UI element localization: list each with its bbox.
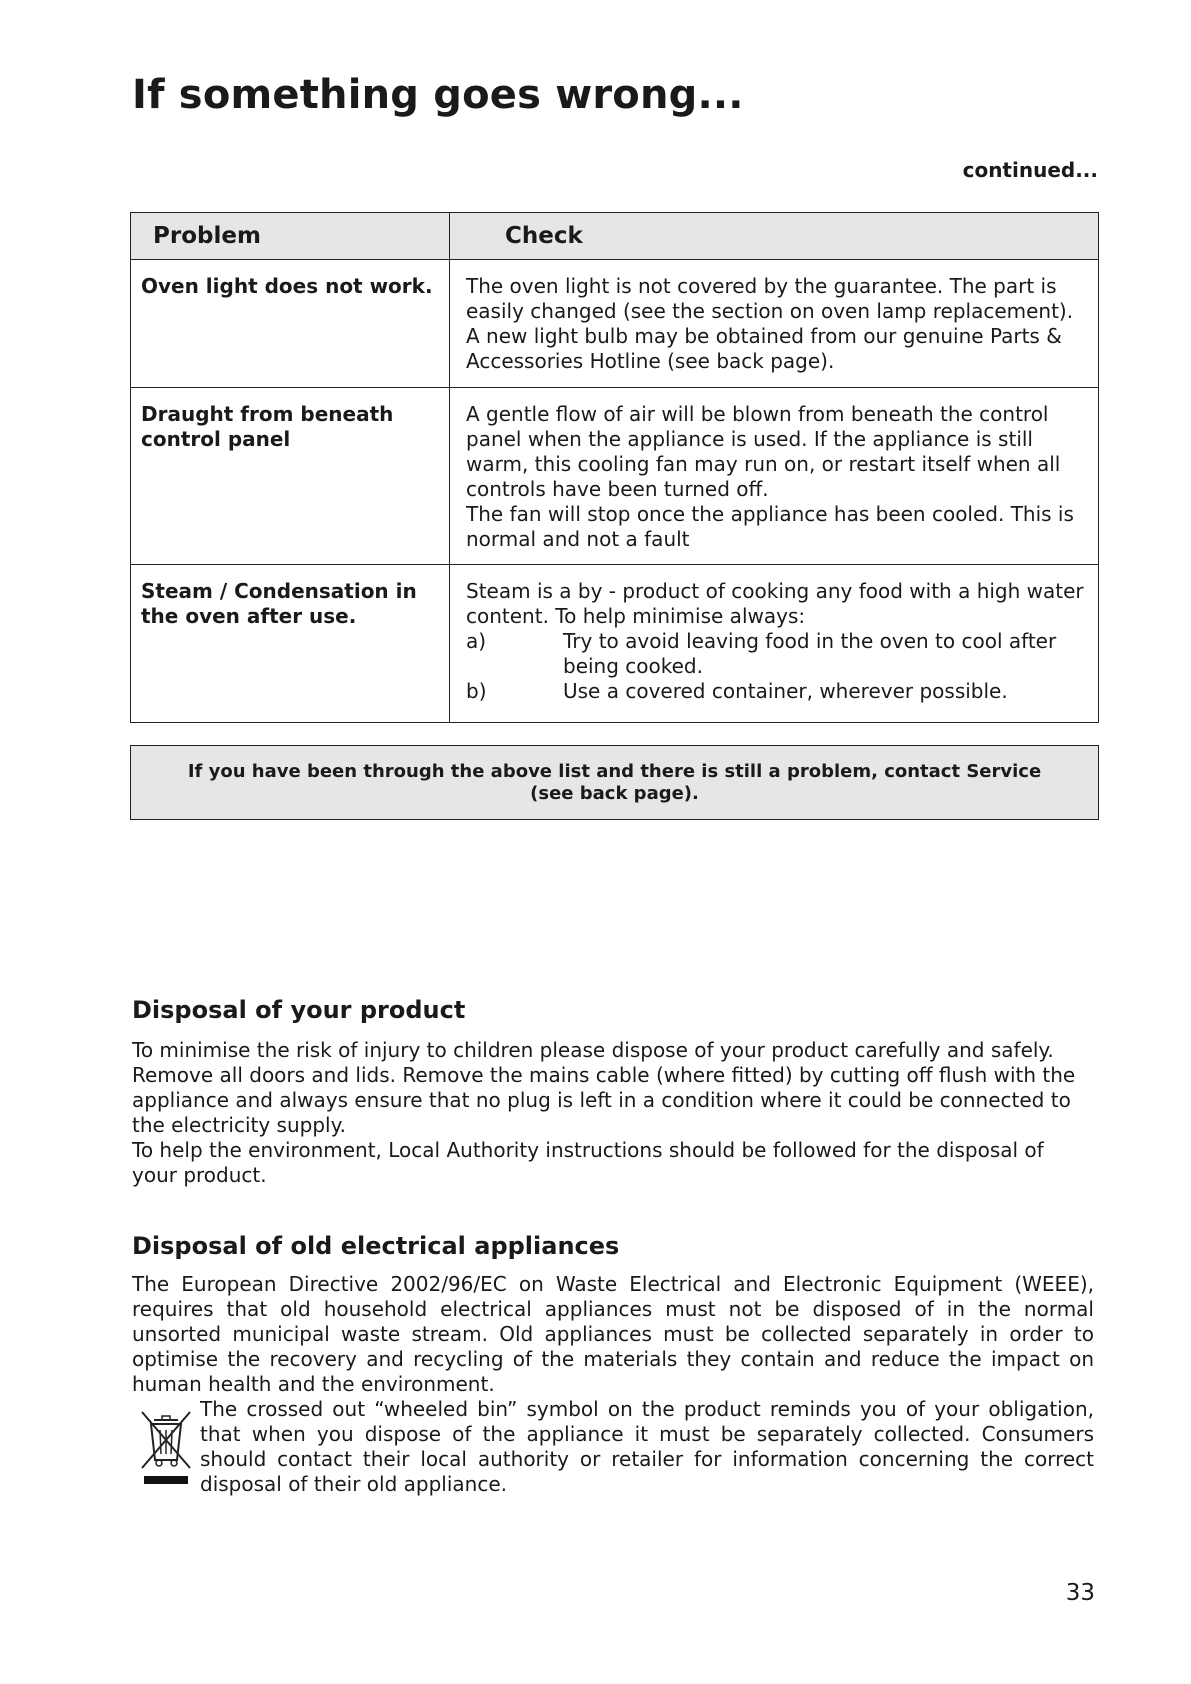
disposal-electrical-heading: Disposal of old electrical appliances <box>132 1232 620 1260</box>
problem-cell: Oven light does not work. <box>131 260 450 388</box>
table-row <box>131 565 1099 723</box>
crossed-out-wheeled-bin-icon <box>138 1410 194 1485</box>
weee-symbol-text: The crossed out “wheeled bin” symbol on the product reminds you of your obligation, that when you dispose of the appliance it must be separately collected. Consumers should contact their local authority or retailer for information concerning the correct disposal of their old appliance. <box>200 1397 1094 1496</box>
page-number: 33 <box>1065 1580 1095 1606</box>
table-header-row <box>131 213 1099 260</box>
list-text: Use a covered container, wherever possible. <box>563 679 1008 703</box>
check-text: Steam is a by - product of cooking any food with a high water content. To help minimise always: <box>466 579 1084 628</box>
weee-directive-text: The European Directive 2002/96/EC on Waste Electrical and Electronic Equipment (WEEE), requires that old household electrical appliances must not be disposed of in the normal unsorted municipal waste stream. Old appliances must be collected separately in order to optimise the recovery and recycling of the materials they contain and reduce the impact on human health and the environment. <box>132 1272 1094 1396</box>
column-header-check: Check <box>450 213 1099 260</box>
problem-cell: Draught from beneath control panel <box>131 388 450 565</box>
disposal-product-heading: Disposal of your product <box>132 996 466 1024</box>
troubleshooting-table <box>130 212 1099 723</box>
table-row <box>131 260 1099 388</box>
list-text: Try to avoid leaving food in the oven to cool after being cooked. <box>563 629 1057 678</box>
paragraph: To minimise the risk of injury to children please dispose of your product carefully and safely. Remove all doors and lids. Remove the mains cable (where fitted) by cutting off flush with the appliance and always ensure that no plug is left in a condition where it could be connected to the electricity supply. <box>132 1038 1076 1137</box>
list-item <box>466 629 1088 679</box>
disposal-product-text <box>132 1038 1094 1188</box>
check-text: The fan will stop once the appliance has been cooled. This is normal and not a fault <box>466 502 1074 551</box>
service-notice-line: (see back page). <box>530 782 699 804</box>
service-notice-line: If you have been through the above list and there is still a problem, contact Service <box>187 760 1042 782</box>
table-row <box>131 388 1099 565</box>
check-text: A gentle flow of air will be blown from beneath the control panel when the appliance is used. If the appliance is still warm, this cooling fan may run on, or restart itself when all controls have been turned off. <box>466 402 1061 501</box>
check-text: The oven light is not covered by the guarantee. The part is easily changed (see the section on oven lamp replacement). A new light bulb may be obtained from our genuine Parts & Accessories Hotline (see back page). <box>466 274 1074 373</box>
problem-cell: Steam / Condensation in the oven after use. <box>131 565 450 723</box>
list-marker: b) <box>466 679 487 703</box>
check-cell <box>450 260 1099 388</box>
service-notice-box <box>130 745 1099 820</box>
list-item <box>466 679 1088 704</box>
list-marker: a) <box>466 629 487 653</box>
column-header-problem: Problem <box>131 213 450 260</box>
continued-label: continued... <box>962 158 1098 182</box>
check-cell <box>450 388 1099 565</box>
check-cell <box>450 565 1099 723</box>
page-title: If something goes wrong... <box>132 72 744 118</box>
paragraph: To help the environment, Local Authority instructions should be followed for the disposal of your product. <box>132 1138 1044 1187</box>
